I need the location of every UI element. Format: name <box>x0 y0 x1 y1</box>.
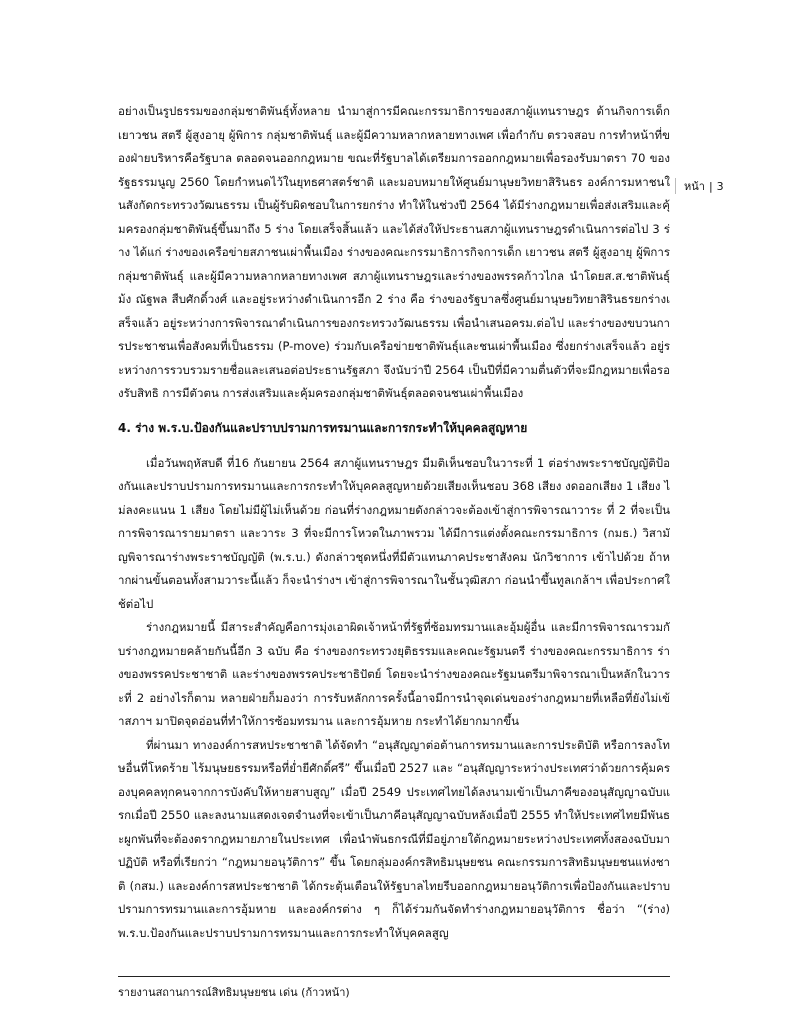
body-paragraph: ร่างกฎหมายนี้ มีสาระสำคัญคือการมุ่งเอาผิดเจ้าหน้าที่รัฐที่ซ้อมทรมานและอุ้มผู้อื่น และมีการพิจารณารวมกับร่างกฎหมายคล้ายกันนี้อีก 3 ฉบับ คือ ร่างของกระทรวงยุติธรรมและคณะรัฐมนตรี ร่างของคณะกรรมาธิการ ร่างของพรรคประชาชาติ และร่างของพรรคประชาธิปัตย์ โดยจะนำร่างของคณะรัฐมนตรีมาพิจารณาเป็นหลักในวาระที่ 2 อย่างไรก็ตาม หลายฝ่ายก็มองว่า การรับหลักการครั้งนี้อาจมีการนำจุดเด่นของร่างกฎหมายที่เหลือที่ยังไม่เข้าสภาฯ มาปิดจุดอ่อนที่ทำให้การซ้อมทรมาน และการอุ้มหาย กระทำได้ยากมากขึ้น <box>118 620 670 728</box>
page-number-label: หน้า <box>684 180 705 193</box>
footer-divider <box>118 976 670 977</box>
body-paragraph: ที่ผ่านมา ทางองค์การสหประชาชาติ ได้จัดทำ “อนุสัญญาต่อต้านการทรมานและการประติบัติ หรือการลงโทษอื่นที่โหดร้าย ไร้มนุษยธรรมหรือที่ย่ำยีศักดิ์ศรี” ขึ้นเมื่อปี 2527 และ “อนุสัญญาระหว่างประเทศว่าด้วยการคุ้มครองบุคคลทุกคนจากการบังคับให้หายสาบสูญ” เมื่อปี 2549 ประเทศไทยได้ลงนามเข้าเป็นภาคีของอนุสัญญาฉบับแรกเมื่อปี 2550 และลงนามแสดงเจตจำนงที่จะเข้าเป็นภาคีอนุสัญญาฉบับหลังเมื่อปี 2555 ทำให้ประเทศไทยมีพันธะผูกพันที่จะต้องตรากฎหมายภายในประเทศ เพื่อนำพันธกรณีที่มีอยู่ภายใต้กฎหมายระหว่างประเทศทั้งสองฉบับมาปฏิบัติ หรือที่เรียกว่า “กฎหมายอนุวัติการ” ขึ้น โดยกลุ่มองค์กรสิทธิมนุษยชน คณะกรรมการสิทธิมนุษยชนแห่งชาติ (กสม.) และองค์การสหประชาชาติ ได้กระตุ้นเตือนให้รัฐบาลไทยรีบออกกฎหมายอนุวัติการเพื่อป้องกันและปราบปรามการทรมานและการอุ้มหาย และองค์กรต่าง ๆ ก็ได้ร่วมกันจัดทำร่างกฎหมายอนุวัติการ ชื่อว่า “(ร่าง) พ.ร.บ.ป้องกันและปราบปรามการทรมานและการกระทำให้บุคคลสูญ <box>118 737 670 940</box>
body-paragraph: เมื่อวันพฤหัสบดี ที่16 กันยายน 2564 สภาผู้แทนราษฎร มีมติเห็นชอบในวาระที่ 1 ต่อร่างพระราชบัญญัติป้องกันและปราบปรามการทรมานและการกระทำให้บุคคลสูญหายด้วยเสียงเห็นชอบ 368 เสียง งดออกเสียง 1 เสียง ไม่ลงคะแนน 1 เสียง โดยไม่มีผู้ไม่เห็นด้วย ก่อนที่ร่างกฎหมายดังกล่าวจะต้องเข้าสู่การพิจารณาวาระ ที่ 2 ที่จะเป็นการพิจารณารายมาตรา และวาระ 3 ที่จะมีการโหวตในภาพรวม ได้มีการแต่งตั้งคณะกรรมาธิการ (กมธ.) วิสามัญพิจารณาร่างพระราชบัญญัติ (พ.ร.บ.) ดังกล่าวชุดหนึ่งที่มีตัวแทนภาคประชาสังคม นักวิชาการ เข้าไปด้วย ถ้าหากผ่านขั้นตอนทั้งสามวาระนี้แล้ว ก็จะนำร่างฯ เข้าสู่การพิจารณาในชั้นวุฒิสภา ก่อนนำขึ้นทูลเกล้าฯ เพื่อประกาศใช้ต่อไป <box>118 455 670 611</box>
footer-text: รายงานสถานการณ์สิทธิมนุษยชน เด่น (ก้าวหน้า) <box>118 986 350 999</box>
document-body <box>118 100 670 945</box>
page-number <box>675 178 724 194</box>
section-heading: 4. ร่าง พ.ร.บ.ป้องกันและปราบปรามการทรมานและการกระทำให้บุคคลสูญหาย <box>118 420 528 435</box>
body-paragraph: อย่างเป็นรูปธรรมของกลุ่มชาติพันธุ์ทั้งหลาย นำมาสู่การมีคณะกรรมาธิการของสภาผู้แทนราษฎร ด้านกิจการเด็ก เยาวชน สตรี ผู้สูงอายุ ผู้พิการ กลุ่มชาติพันธุ์ และผู้มีความหลากหลายทางเพศ เพื่อกำกับ ตรวจสอบ การทำหน้าที่ของฝ่ายบริหารคือรัฐบาล ตลอดจนออกกฎหมาย ขณะที่รัฐบาลได้เตรียมการออกกฎหมายเพื่อรองรับมาตรา 70 ของรัฐธรรมนูญ 2560 โดยกำหนดไว้ในยุทธศาสตร์ชาติ และมอบหมายให้ศูนย์มานุษยวิทยาสิรินธร องค์การมหาชนในสังกัดกระทรวงวัฒนธรรม เป็นผู้รับผิดชอบในการยกร่าง ทำให้ในช่วงปี 2564 ได้มีร่างกฎหมายเพื่อส่งเสริมและคุ้มครองกลุ่มชาติพันธุ์ขึ้นมาถึง 5 ร่าง โดยเสร็จสิ้นแล้ว และได้ส่งให้ประธานสภาผู้แทนราษฎรดำเนินการต่อไป 3 ร่าง ได้แก่ ร่างของเครือข่ายสภาชนเผ่าพื้นเมือง ร่างของคณะกรรมาธิการกิจการเด็ก เยาวชน สตรี ผู้สูงอายุ ผู้พิการ กลุ่มชาติพันธุ์ และผู้มีความหลากหลายทางเพศ สภาผู้แทนราษฎรและร่างของพรรคก้าวไกล นำโดยส.ส.ชาติพันธุ์ม้ง ณัฐพล สืบศักดิ์วงศ์ และอยู่ระหว่างดำเนินการอีก 2 ร่าง คือ ร่างของรัฐบาลซึ่งศูนย์มานุษยวิทยาสิรินธรยกร่างเสร็จแล้ว อยู่ระหว่างการพิจารณาดำเนินการของกระทรวงวัฒนธรรม เพื่อนำเสนอครม.ต่อไป และร่างของขบวนการประชาชนเพื่อสังคมที่เป็นธรรม (P-move) ร่วมกับเครือข่ายชาติพันธุ์และชนเผ่าพื้นเมือง ซึ่งยกร่างเสร็จแล้ว อยู่ระหว่างการรวบรวมรายชื่อและเสนอต่อประธานรัฐสภา จึงนับว่าปี 2564 เป็นปีที่มีความตื่นตัวที่จะมีกฎหมายเพื่อรองรับสิทธิ การมีตัวตน การส่งเสริมและคุ้มครองกลุ่มชาติพันธุ์ตลอดจนชนเผ่าพื้นเมือง <box>118 104 670 400</box>
page-number-separator: | <box>708 179 713 193</box>
page-number-value: 3 <box>716 179 724 193</box>
